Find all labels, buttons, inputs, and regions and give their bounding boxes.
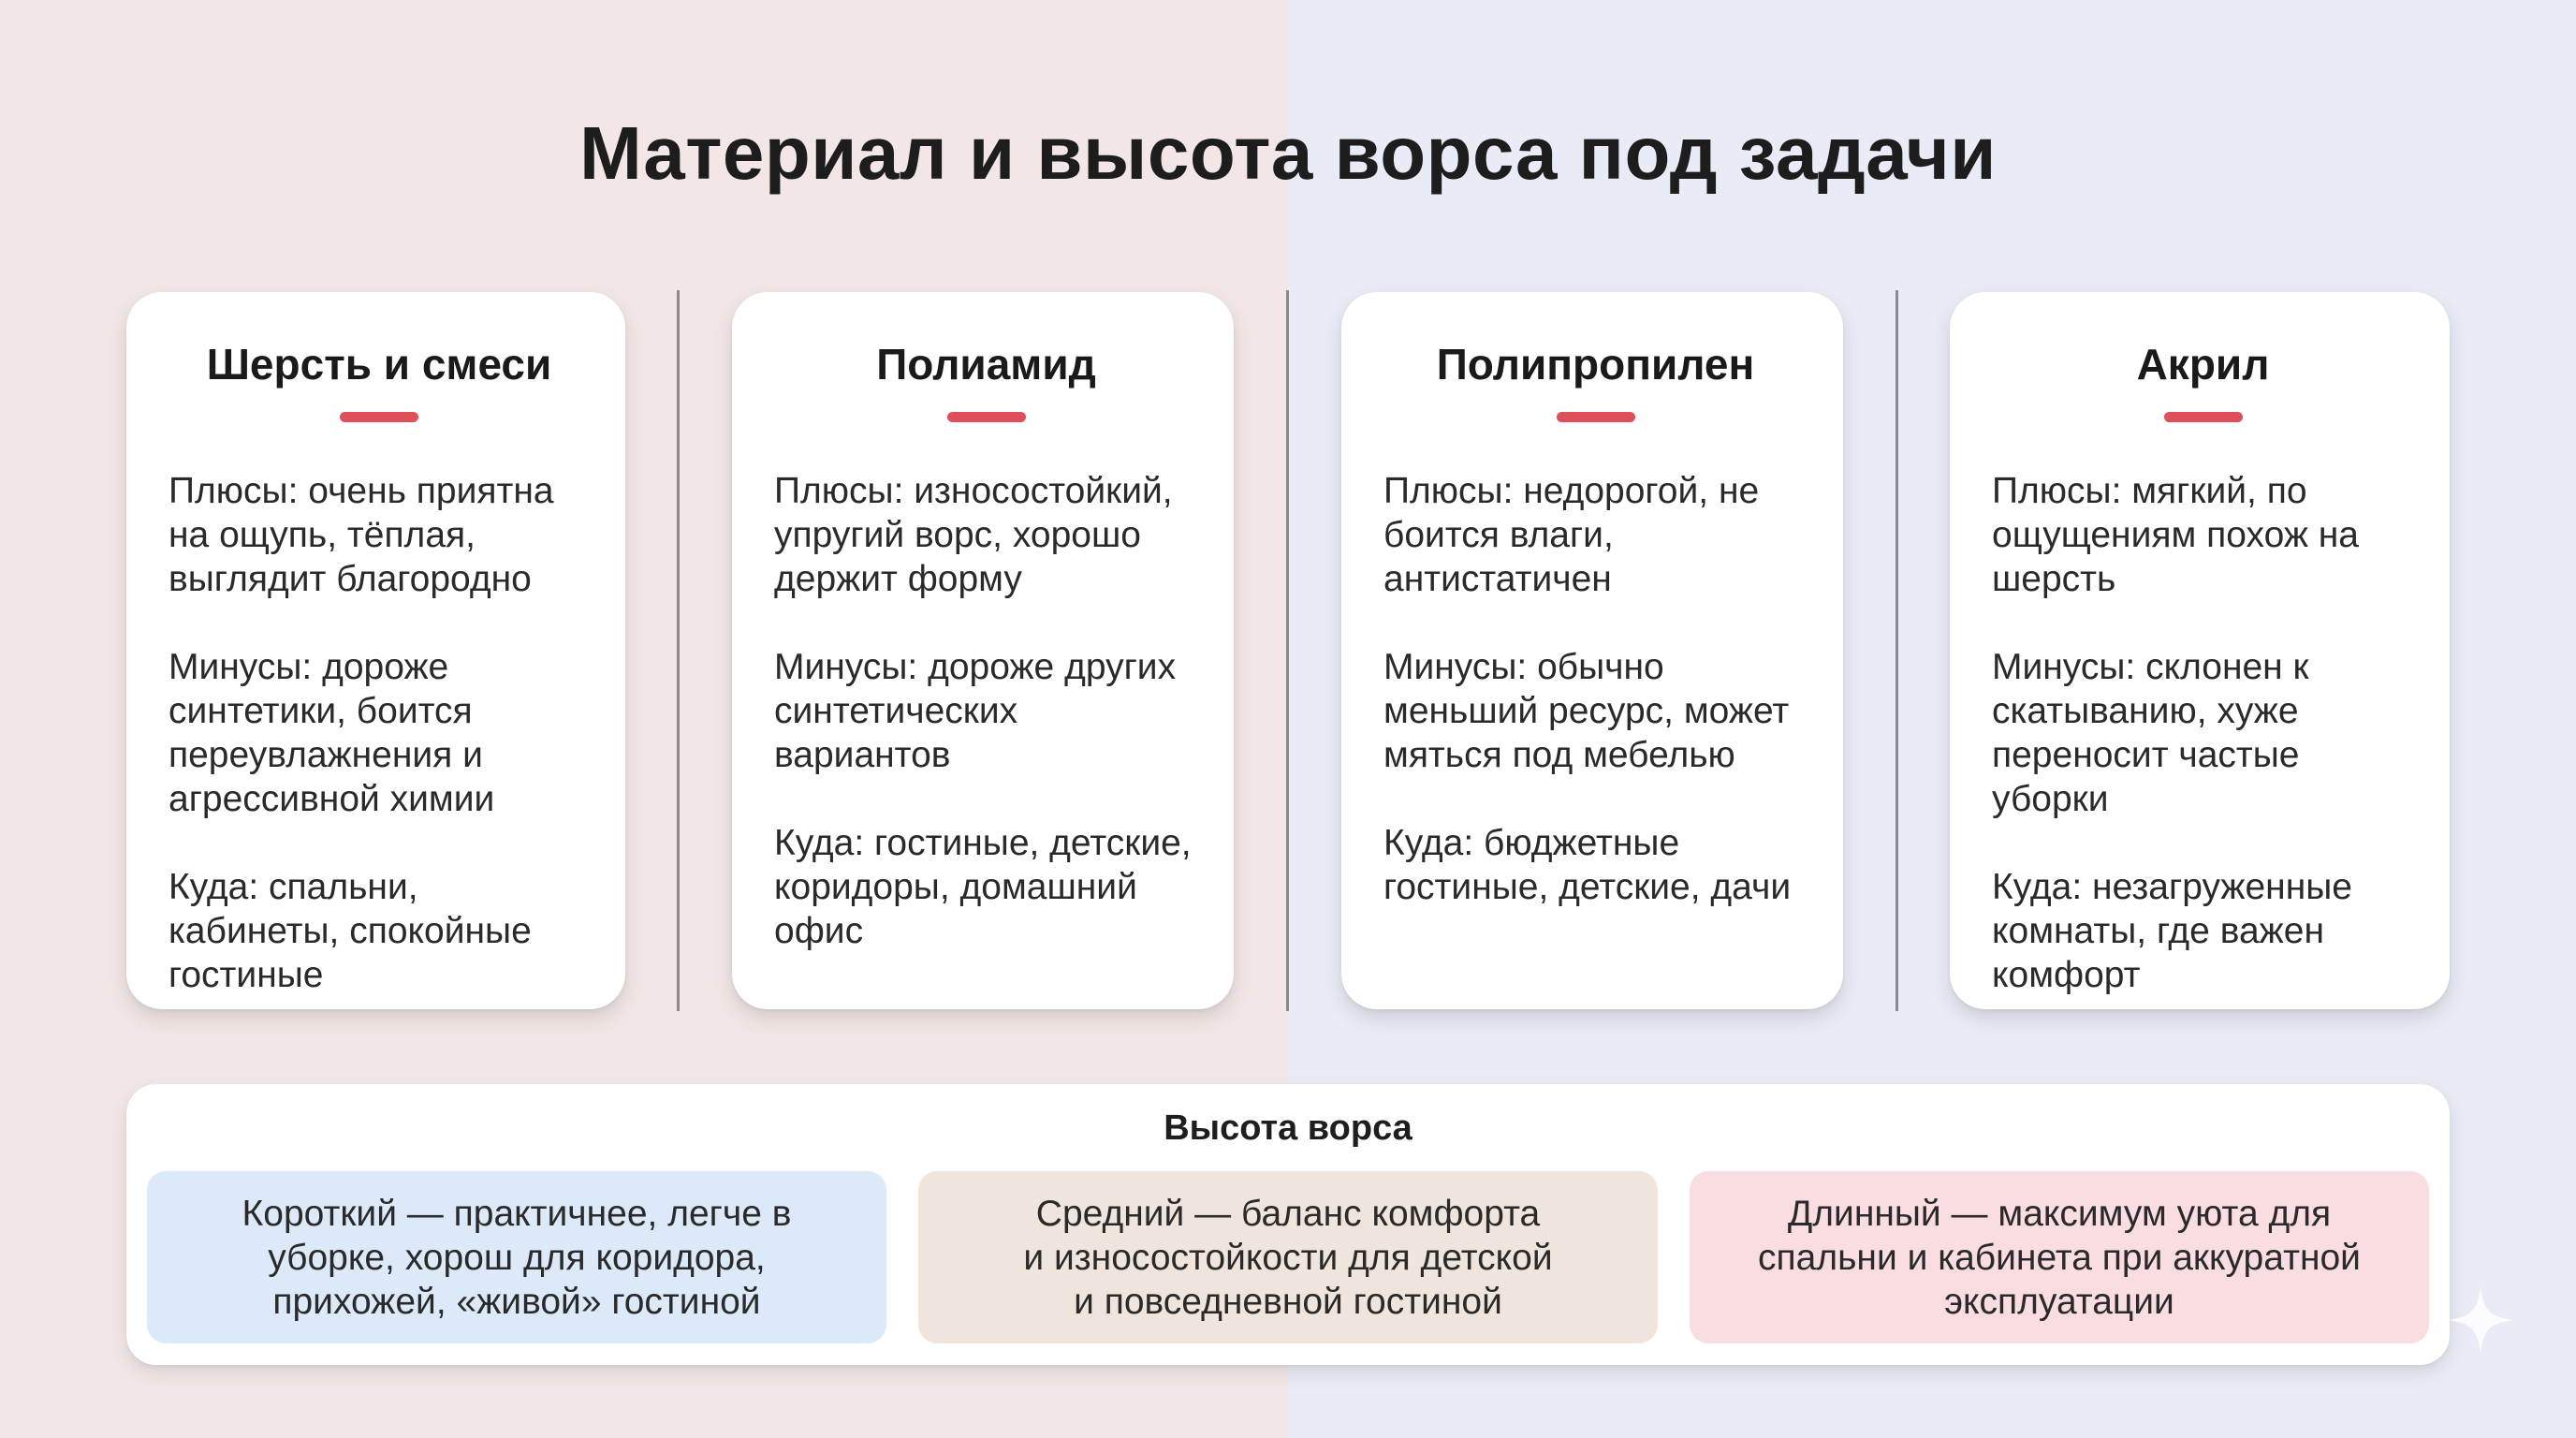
card-body — [168, 469, 590, 997]
title-underline — [1557, 412, 1635, 422]
card-body — [774, 469, 1198, 953]
cons-text: Минусы: склонен к скатыванию, хуже переносит частые уборки — [1992, 647, 2309, 819]
card-title: Полиамид — [876, 340, 1096, 389]
card-body — [1383, 469, 1808, 909]
material-card-polyamide — [732, 292, 1234, 1009]
card-title: Полипропилен — [1436, 340, 1755, 389]
column-divider — [1895, 290, 1898, 1011]
where-text: Куда: спальни, кабинеты, спокойные гостиные — [168, 867, 532, 995]
pros-text: Плюсы: мягкий, по ощущениям похож на шерсть — [1992, 471, 2359, 599]
pile-option-long: Длинный — максимум уюта для спальни и кабинета при аккуратной эксплуатации — [1690, 1171, 2429, 1343]
pros-text: Плюсы: очень приятна на ощупь, тёплая, выглядит благородно — [168, 471, 554, 599]
pile-height-panel — [126, 1084, 2450, 1365]
sparkle-icon — [2443, 1283, 2518, 1357]
column-divider — [677, 290, 680, 1011]
material-card-acrylic — [1950, 292, 2450, 1009]
material-card-polypropylene — [1341, 292, 1843, 1009]
pile-option-medium: Средний — баланс комфорта и износостойкости для детской и повседневной гостиной — [918, 1171, 1658, 1343]
pile-option-short: Короткий — практичнее, легче в уборке, хорош для коридора, прихожей, «живой» гостиной — [147, 1171, 886, 1343]
pros-text: Плюсы: недорогой, не боится влаги, антистатичен — [1383, 471, 1760, 599]
card-title: Акрил — [2136, 340, 2270, 389]
where-text: Куда: незагруженные комнаты, где важен комфорт — [1992, 867, 2352, 995]
cons-text: Минусы: обычно меньший ресурс, может мяться под мебелью — [1383, 647, 1790, 775]
material-card-wool — [126, 292, 625, 1009]
cons-text: Минусы: дороже синтетики, боится переувлажнения и агрессивной химии — [168, 647, 495, 819]
page-title: Материал и высота ворса под задачи — [579, 111, 1997, 195]
cons-text: Минусы: дороже других синтетических вариантов — [774, 647, 1177, 775]
pros-text: Плюсы: износостойкий, упругий ворс, хорошо держит форму — [774, 471, 1173, 599]
where-text: Куда: гостиные, детские, коридоры, домашний офис — [774, 823, 1192, 951]
where-text: Куда: бюджетные гостиные, детские, дачи — [1383, 823, 1792, 907]
column-divider — [1286, 290, 1289, 1011]
title-underline — [340, 412, 418, 422]
pile-height-title: Высота ворса — [1164, 1108, 1412, 1148]
title-underline — [947, 412, 1026, 422]
card-title: Шерсть и смеси — [206, 340, 552, 389]
card-body — [1992, 469, 2414, 997]
title-underline — [2164, 412, 2243, 422]
